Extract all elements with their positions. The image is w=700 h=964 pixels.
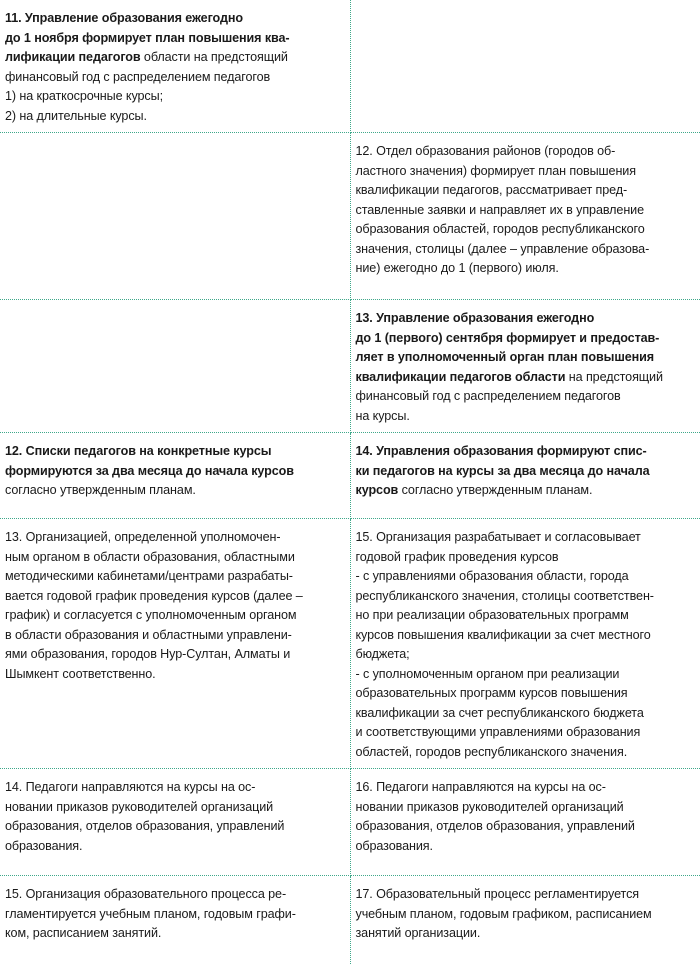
plain-text: согласно утвержденным планам. — [398, 483, 592, 497]
old-text-cell — [0, 300, 350, 433]
plain-text: 16. Педагоги направляются на курсы на ос- новании приказов руководителей организаций образования, отделов образования, управлений образования. — [356, 780, 635, 853]
plain-text: 17. Образовательный процесс регламентируется учебным планом, годовым графиком, расписанием занятий организации. — [356, 887, 652, 940]
bold-text: 14. Управления образования формируют спис- ки педагогов на курсы за два месяца до начала курсов — [356, 444, 650, 497]
old-text-cell — [0, 133, 350, 300]
old-text-cell — [0, 433, 350, 519]
new-text-cell — [350, 433, 700, 519]
table-row — [0, 876, 700, 964]
new-text-cell — [350, 0, 700, 133]
plain-text: 13. Организацией, определенной уполномочен- ным органом в области образования, областными методическими кабинетами/центрами разрабаты- вается годовой график проведения курсов (далее – график) и согласуется с уполномоченным органом в области образования и областными управлени- ями образования, городов Нур-Султан, Алматы и Шымкент соответственно. — [5, 530, 303, 681]
plain-text: 14. Педагоги направляются на курсы на ос- новании приказов руководителей организаций образования, отделов образования, управлений образования. — [5, 780, 284, 853]
table-row — [0, 300, 700, 433]
bold-text: 11. Управление образования ежегодно до 1 ноября формирует план повышения ква- лификации педагогов — [5, 11, 290, 64]
plain-text: 12. Отдел образования районов (городов об- ластного значения) формирует план повышения квалификации педагогов, рассматривает пред- ставленные заявки и направляет их в управление образования областей, городов республиканского значения, столицы (далее – управление образова- ние) ежегодно до 1 (первого) июля. — [356, 144, 650, 275]
plain-text: 15. Организация образовательного процесса ре- гламентируется учебным планом, годовым графи- ком, расписанием занятий. — [5, 887, 296, 940]
old-text-cell — [0, 769, 350, 876]
table-row — [0, 433, 700, 519]
old-text-cell — [0, 0, 350, 133]
bold-text: 12. Списки педагогов на конкретные курсы формируются за два месяца до начала курсов — [5, 444, 294, 478]
new-text-cell — [350, 769, 700, 876]
table-row — [0, 519, 700, 769]
table-row — [0, 0, 700, 133]
plain-text: области на предстоящий финансовый год с распределением педагогов 1) на краткосрочные курсы; 2) на длительные курсы. — [5, 50, 288, 123]
new-text-cell — [350, 876, 700, 964]
new-text-cell — [350, 133, 700, 300]
bold-text: 13. Управление образования ежегодно до 1 (первого) сентября формирует и предостав- ляет в уполномоченный орган план повышения квалификации педагогов области — [356, 311, 660, 384]
old-text-cell — [0, 519, 350, 769]
plain-text: на предстоящий финансовый год с распределением педагогов на курсы. — [356, 370, 663, 423]
new-text-cell — [350, 519, 700, 769]
plain-text: 15. Организация разрабатывает и согласовывает годовой график проведения курсов - с управлениями образования области, города республиканского значения, столицы соответствен- но при реализации образовательных программ курсов повышения квалификации за счет местного бюджета; - с уполномоченным органом при реализации образовательных программ курсов повышения квалификации за счет республиканского бюджета и соответствующими управлениями образования областей, городов республиканского значения. — [356, 530, 654, 759]
table-row — [0, 133, 700, 300]
old-text-cell — [0, 876, 350, 964]
table-row — [0, 769, 700, 876]
new-text-cell — [350, 300, 700, 433]
plain-text: согласно утвержденным планам. — [5, 483, 196, 497]
